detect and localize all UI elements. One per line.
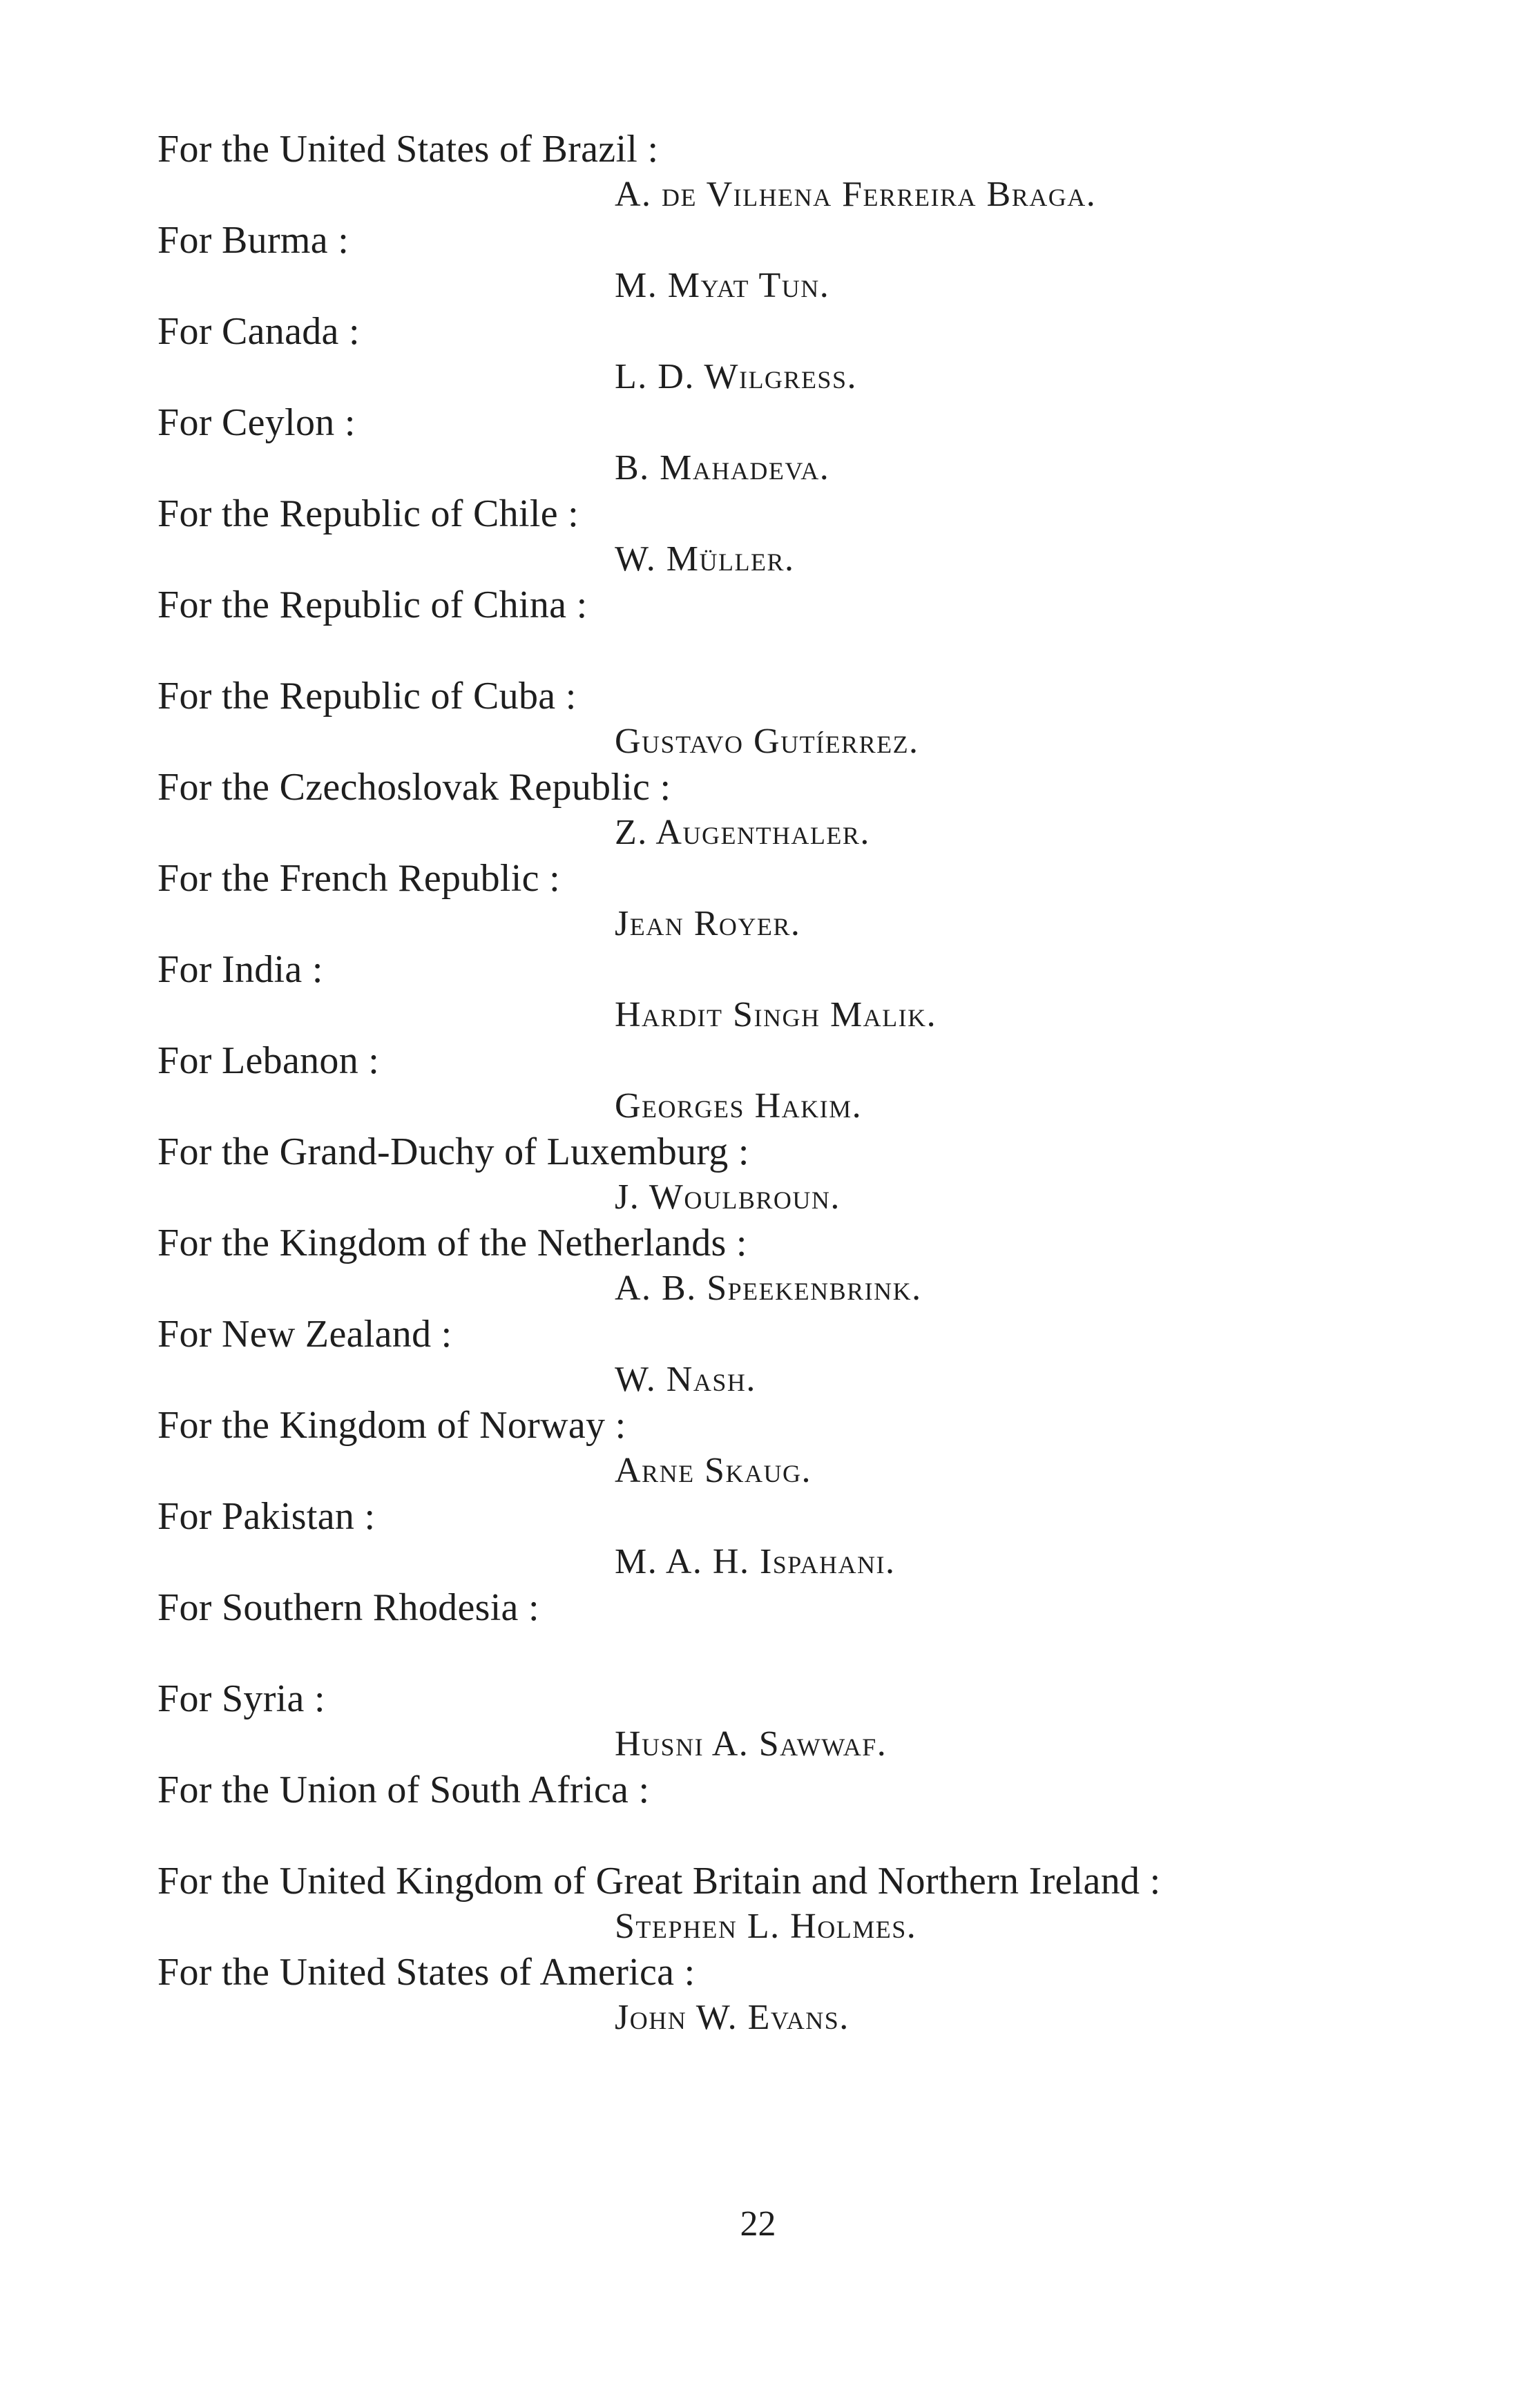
country-line: For India : [157, 948, 323, 991]
country-line: For the Republic of Chile : [157, 492, 579, 535]
country-line: For the Kingdom of Norway : [157, 1404, 626, 1447]
signatory-name: M. Myat Tun. [615, 266, 830, 305]
signatory-name: Hardit Singh Malik. [615, 995, 937, 1034]
signatory-name: Gustavo Gutíerrez. [615, 722, 919, 761]
signatory-name: Georges Hakim. [615, 1086, 863, 1126]
country-line: For the Czechoslovak Republic : [157, 766, 671, 809]
country-line: For Pakistan : [157, 1495, 376, 1538]
signatory-name: Stephen L. Holmes. [615, 1907, 917, 1946]
signatory-name: Z. Augenthaler. [615, 813, 870, 852]
signatory-name: B. Mahadeva. [615, 448, 830, 488]
signatory-name: Arne Skaug. [615, 1451, 812, 1490]
country-line: For the Republic of China : [157, 584, 588, 626]
country-line: For the United States of America : [157, 1951, 695, 1994]
country-line: For Canada : [157, 310, 360, 353]
country-line: For the Grand-Duchy of Luxemburg : [157, 1130, 749, 1173]
country-line: For the United Kingdom of Great Britain and Northern Ireland : [157, 1860, 1161, 1903]
signatory-name: Jean Royer. [615, 904, 801, 943]
country-line: For the Union of South Africa : [157, 1769, 650, 1811]
country-line: For Ceylon : [157, 401, 356, 444]
signatory-name: A. B. Speekenbrink. [615, 1269, 922, 1308]
signatory-name: A. de Vilhena Ferreira Braga. [615, 175, 1097, 214]
country-line: For Southern Rhodesia : [157, 1586, 539, 1629]
signatory-name: John W. Evans. [615, 1998, 850, 2037]
country-line: For Lebanon : [157, 1039, 380, 1082]
signatory-name: Husni A. Sawwaf. [615, 1724, 887, 1764]
signatory-name: W. Nash. [615, 1360, 756, 1399]
country-line: For Burma : [157, 219, 349, 262]
country-line: For New Zealand : [157, 1313, 452, 1356]
page-number: 22 [740, 2204, 776, 2244]
signatory-name: W. Müller. [615, 539, 795, 579]
country-line: For the Republic of Cuba : [157, 675, 577, 717]
signatory-name: J. Woulbroun. [615, 1177, 841, 1217]
signatory-name: M. A. H. Ispahani. [615, 1542, 896, 1581]
country-line: For Syria : [157, 1677, 325, 1720]
signatory-name: L. D. Wilgress. [615, 357, 857, 396]
country-line: For the United States of Brazil : [157, 128, 659, 171]
country-line: For the Kingdom of the Netherlands : [157, 1222, 747, 1264]
country-line: For the French Republic : [157, 857, 560, 900]
